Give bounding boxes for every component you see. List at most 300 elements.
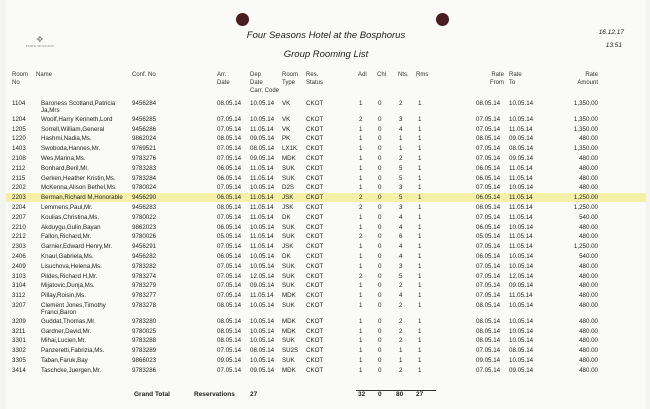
rate-amount: 1,350.00	[573, 115, 598, 123]
departure-date: 09.05.14	[250, 155, 275, 162]
child-count: 0	[378, 164, 382, 172]
rate-from: 07.05.14	[476, 115, 501, 123]
adult-count: 1	[359, 164, 363, 172]
rate-from: 07.05.14	[476, 184, 501, 192]
rooms-count: 1	[418, 253, 422, 260]
room-type: PK	[282, 135, 291, 143]
room-type: DK	[282, 253, 291, 260]
nights-count: 4	[399, 243, 403, 251]
room-type: SUK	[282, 337, 295, 345]
punch-hole-right	[436, 13, 449, 26]
adult-count: 1	[359, 155, 363, 162]
col-dep-header: Dep Date Carr. Code	[250, 72, 280, 94]
rate-amount: 540.00	[579, 253, 598, 260]
rooms-count: 1	[418, 233, 422, 241]
arrival-date: 06.05.14	[217, 253, 242, 260]
guest-name: Clement Jones,Timothy	[41, 302, 106, 309]
rate-to: 11.05.14	[509, 233, 533, 241]
rate-to: 11.05.14	[509, 243, 533, 251]
table-row	[6, 99, 646, 114]
nights-count: 3	[399, 184, 403, 192]
arrival-date: 08.05.14	[217, 327, 242, 335]
rooms-count: 1	[418, 125, 422, 133]
col-name-header: Name	[36, 72, 53, 78]
departure-date: 11.05.14	[250, 125, 274, 133]
rooms-count: 1	[418, 174, 422, 182]
rooms-count: 1	[418, 262, 422, 270]
table-row	[6, 242, 646, 251]
res-status: CKOT	[306, 174, 324, 182]
departure-date: 10.05.14	[250, 253, 275, 260]
conf-number: 9783284	[132, 174, 157, 182]
conf-number: 9783276	[132, 155, 157, 162]
hotel-logo: ✥ FOUR SEASONS	[20, 36, 60, 48]
guest-name: Mihai,Lucien,Mr.	[41, 337, 87, 345]
rate-amount: 480.00	[579, 337, 598, 345]
room-type: JSK	[282, 194, 294, 202]
rate-to: 11.05.14	[509, 292, 533, 300]
col-rate-from-header: Rate From	[490, 72, 504, 86]
departure-date: 10.05.14	[250, 357, 275, 364]
res-status: CKOT	[306, 302, 324, 309]
table-row	[6, 203, 646, 212]
nights-count: 2	[399, 155, 403, 162]
nights-count: 2	[399, 282, 403, 290]
arrival-date: 07.05.14	[217, 125, 242, 133]
child-count: 0	[378, 184, 382, 192]
room-number: 2115	[12, 174, 26, 182]
departure-date: 10.05.14	[250, 184, 275, 192]
rate-from: 07.05.14	[476, 366, 501, 374]
rooms-count: 1	[418, 347, 422, 355]
conf-number: 9769521	[132, 145, 157, 153]
res-status: CKOT	[306, 317, 324, 325]
rate-amount: 1,250.00	[573, 194, 598, 202]
nights-count: 2	[399, 317, 403, 325]
departure-date: 11.05.14	[250, 243, 274, 251]
conf-number: 9780025	[132, 327, 157, 335]
departure-date: 10.05.14	[250, 223, 275, 231]
conf-number: 9783288	[132, 337, 157, 345]
child-count: 0	[378, 155, 382, 162]
child-count: 0	[378, 302, 382, 309]
departure-date: 11.05.14	[250, 174, 274, 182]
adult-count: 1	[359, 327, 363, 335]
nights-count: 6	[399, 233, 403, 241]
departure-date: 10.05.14	[250, 262, 275, 270]
child-count: 0	[378, 282, 382, 290]
res-status: CKOT	[306, 135, 324, 143]
rooms-count: 1	[418, 155, 422, 162]
nights-count: 4	[399, 292, 403, 300]
col-chl-header: Chl	[377, 72, 387, 78]
res-status: CKOT	[306, 292, 324, 300]
res-status: CKOT	[306, 145, 324, 153]
child-count: 0	[378, 213, 382, 221]
adult-count: 1	[359, 243, 363, 251]
guest-name: Swoboda,Hannes,Mr.	[41, 145, 101, 153]
table-row	[6, 115, 646, 124]
room-type: MDK	[282, 327, 296, 335]
rooms-count: 1	[418, 164, 422, 172]
res-status: CKOT	[306, 347, 324, 355]
rate-amount: 1,250.00	[573, 204, 598, 211]
child-count: 0	[378, 243, 382, 251]
guest-name: Pildes,Richard H,Mr.	[41, 272, 98, 280]
res-status: CKOT	[306, 223, 324, 231]
adult-count: 1	[359, 184, 363, 192]
rate-amount: 480.00	[579, 262, 598, 270]
child-count: 0	[378, 115, 382, 123]
adult-count: 1	[359, 145, 363, 153]
adult-count: 1	[359, 100, 363, 107]
print-date: 16.12.17	[598, 29, 624, 36]
table-row	[6, 317, 646, 326]
res-status: CKOT	[306, 262, 324, 270]
nights-count: 5	[399, 194, 403, 202]
conf-number: 9780024	[132, 184, 157, 192]
res-status: CKOT	[306, 243, 324, 251]
rate-from: 06.05.14	[476, 174, 501, 182]
adult-count: 1	[359, 174, 363, 182]
rate-amount: 480.00	[579, 135, 598, 143]
col-adl-header: Adl	[358, 72, 367, 78]
total-nts: 80	[396, 391, 404, 398]
rate-to: 09.05.14	[509, 366, 534, 374]
arrival-date: 09.05.14	[217, 357, 242, 364]
arrival-date: 07.05.14	[217, 272, 242, 280]
adult-count: 1	[359, 253, 363, 260]
room-type: SUK	[282, 262, 295, 270]
table-row	[6, 223, 646, 232]
adult-count: 1	[359, 357, 363, 364]
rate-from: 07.05.14	[476, 292, 501, 300]
rate-from: 07.05.14	[476, 347, 501, 355]
rate-to: 10.05.14	[509, 253, 534, 260]
rate-to: 10.05.14	[509, 357, 534, 364]
rooms-count: 1	[418, 135, 422, 143]
col-nts-header: Nts.	[398, 72, 409, 78]
table-row	[6, 154, 646, 163]
room-type: D2S	[282, 184, 295, 192]
arrival-date: 06.05.14	[217, 223, 242, 231]
table-row	[6, 346, 646, 355]
rate-from: 07.05.14	[476, 213, 501, 221]
room-number: 3302	[12, 347, 26, 355]
guest-name: Gerken,Heather Kristin,Ms.	[41, 174, 116, 182]
adult-count: 1	[359, 135, 363, 143]
rate-to: 11.05.14	[509, 194, 533, 202]
nights-count: 4	[399, 223, 403, 231]
nights-count: 2	[399, 366, 403, 374]
adult-count: 2	[359, 204, 363, 211]
rate-to: 09.05.14	[509, 282, 534, 290]
room-type: VK	[282, 115, 291, 123]
room-number: 2409	[12, 262, 26, 270]
rooms-count: 1	[418, 317, 422, 325]
nights-count: 3	[399, 115, 403, 123]
conf-number: 9783280	[132, 317, 157, 325]
rate-amount: 480.00	[579, 272, 598, 280]
rate-to: 10.05.14	[509, 115, 534, 123]
guest-name: Hashmi,Nadia,Ms.	[41, 135, 92, 143]
guest-name: Guddat,Thomas,Mr.	[41, 317, 96, 325]
arrival-date: 07.05.14	[217, 282, 242, 290]
col-room-type-header: Room Type	[282, 72, 299, 86]
rooms-count: 1	[418, 243, 422, 251]
res-status: CKOT	[306, 272, 324, 280]
nights-count: 1	[399, 357, 403, 364]
nights-count: 1	[399, 145, 403, 153]
adult-count: 1	[359, 317, 363, 325]
res-status: CKOT	[306, 357, 324, 364]
guest-name: Akduygu,Gulin,Bayan	[41, 223, 101, 231]
rate-amount: 1,250.00	[573, 243, 598, 251]
res-status: CKOT	[306, 184, 324, 192]
room-type: MDK	[282, 155, 296, 162]
col-amount-header: Rate Amount	[577, 72, 598, 86]
guest-name: Fallon,Richard,Mr.	[41, 233, 92, 241]
arrival-date: 07.05.14	[217, 155, 242, 162]
table-row	[6, 134, 646, 143]
room-number: 3103	[12, 272, 26, 280]
room-type: SUK	[282, 164, 295, 172]
rate-to: 11.05.14	[509, 204, 533, 211]
departure-date: 11.05.14	[250, 233, 274, 241]
arrival-date: 07.05.14	[217, 292, 242, 300]
conf-number: 9783279	[132, 282, 157, 290]
child-count: 0	[378, 194, 382, 202]
rooms-count: 1	[418, 366, 422, 374]
rate-from: 07.05.14	[476, 282, 501, 290]
departure-date: 11.05.14	[250, 164, 274, 172]
guest-name: Bonhard,Beril,Mr.	[41, 164, 89, 172]
guest-name-continued: Franci,Baron	[41, 309, 77, 316]
conf-number: 9456286	[132, 125, 157, 133]
res-status: CKOT	[306, 337, 324, 345]
punch-hole-left	[236, 13, 249, 26]
rate-from: 07.05.14	[476, 145, 501, 153]
arrival-date: 07.05.14	[217, 213, 242, 221]
rate-amount: 480.00	[579, 223, 598, 231]
room-number: 1220	[12, 135, 26, 143]
rate-amount: 480.00	[579, 184, 598, 192]
col-status-header: Res. Status	[306, 72, 324, 86]
nights-count: 2	[399, 100, 403, 107]
room-number: 3104	[12, 282, 26, 290]
rooms-count: 1	[418, 292, 422, 300]
room-number: 3209	[12, 317, 26, 325]
guest-name: Panzeretti,Fabrizia,Ms.	[41, 347, 105, 355]
rate-from: 06.05.14	[476, 223, 501, 231]
departure-date: 10.05.14	[250, 337, 275, 345]
res-status: CKOT	[306, 155, 324, 162]
guest-name: Lemmens,Paul,Mr.	[41, 204, 93, 211]
arrival-date: 08.05.14	[217, 100, 242, 107]
guest-name: Pillay,Roisin,Ms.	[41, 292, 86, 300]
rate-amount: 540.00	[579, 213, 598, 221]
col-arr-header: Arr. Date	[217, 72, 230, 86]
guest-name: Taschcke,Juergen,Mr.	[41, 366, 102, 374]
room-number: 2303	[12, 243, 26, 251]
arrival-date: 07.05.14	[217, 145, 242, 153]
col-conf-header: Conf. No	[132, 72, 156, 78]
room-number: 2207	[12, 213, 26, 221]
rate-from: 06.05.14	[476, 164, 501, 172]
room-number: 1403	[12, 145, 26, 153]
adult-count: 1	[359, 366, 363, 374]
logo-tree-icon: ✥	[36, 35, 44, 44]
res-status: CKOT	[306, 115, 324, 123]
rate-amount: 480.00	[579, 282, 598, 290]
adult-count: 1	[359, 347, 363, 355]
rate-to: 11.05.14	[509, 213, 533, 221]
reservations-label: Reservations	[194, 391, 235, 398]
rate-amount: 480.00	[579, 155, 598, 162]
conf-number: 9862023	[132, 223, 157, 231]
adult-count: 1	[359, 337, 363, 345]
conf-number: 9456282	[132, 253, 157, 260]
adult-count: 2	[359, 115, 363, 123]
rate-from: 08.05.14	[476, 100, 501, 107]
rate-from: 07.05.14	[476, 243, 501, 251]
nights-count: 5	[399, 174, 403, 182]
rate-to: 10.05.14	[509, 184, 534, 192]
page-title: Group Rooming List	[283, 49, 369, 60]
res-status: CKOT	[306, 194, 324, 202]
conf-number: 9783274	[132, 272, 157, 280]
rate-amount: 480.00	[579, 302, 598, 309]
room-number: 2204	[12, 204, 26, 211]
grand-total-label: Grand Total	[134, 391, 170, 398]
arrival-date: 08.05.14	[217, 317, 242, 325]
conf-number: 9780022	[132, 213, 157, 221]
table-row	[6, 252, 646, 261]
rooms-count: 1	[418, 194, 422, 202]
room-number: 2108	[12, 155, 26, 162]
child-count: 0	[378, 292, 382, 300]
departure-date: 11.05.14	[250, 292, 274, 300]
conf-number: 9783283	[132, 164, 157, 172]
rooms-count: 1	[418, 204, 422, 211]
table-row	[6, 356, 646, 365]
guest-name: Koulias,Christina,Ms.	[41, 213, 100, 221]
res-status: CKOT	[306, 213, 324, 221]
rate-amount: 480.00	[579, 327, 598, 335]
rate-amount: 480.00	[579, 233, 598, 241]
rooms-count: 1	[418, 282, 422, 290]
rate-to: 11.05.14	[509, 164, 533, 172]
col-room-header: Room No	[12, 72, 29, 86]
guest-name: Mijatovic,Dunja,Ms.	[41, 282, 95, 290]
room-number: 1205	[12, 125, 26, 133]
arrival-date: 07.05.14	[217, 262, 242, 270]
guest-name: Berman,Richard M,Honorable	[41, 194, 123, 202]
table-row	[6, 232, 646, 241]
room-type: SUK	[282, 282, 295, 290]
departure-date: 11.05.14	[250, 213, 274, 221]
arrival-date: 07.05.14	[217, 243, 242, 251]
adult-count: 2	[359, 194, 363, 202]
departure-date: 09.05.14	[250, 135, 275, 143]
rate-to: 09.05.14	[509, 155, 534, 162]
child-count: 0	[378, 272, 382, 280]
rooms-count: 1	[418, 145, 422, 153]
rate-amount: 480.00	[579, 164, 598, 172]
conf-number: 9456285	[132, 115, 157, 123]
child-count: 0	[378, 174, 382, 182]
child-count: 0	[378, 253, 382, 260]
arrival-date: 08.05.14	[217, 204, 242, 211]
total-adl: 32	[358, 391, 366, 398]
res-status: CKOT	[306, 125, 324, 133]
conf-number: 9783282	[132, 262, 157, 270]
rate-to: 10.05.14	[509, 317, 534, 325]
nights-count: 2	[399, 302, 403, 309]
room-type: SUK	[282, 357, 295, 364]
room-number: 2112	[12, 164, 26, 172]
rate-from: 08.05.14	[476, 327, 501, 335]
room-type: SUK	[282, 233, 295, 241]
guest-name: Taban,Faruk,Bay	[41, 357, 88, 364]
rate-to: 10.05.14	[509, 302, 534, 309]
room-number: 2210	[12, 223, 26, 231]
departure-date: 09.05.14	[250, 366, 275, 374]
rate-to: 11.05.14	[509, 125, 533, 133]
rate-from: 06.05.14	[476, 253, 501, 260]
conf-number: 9456284	[132, 100, 157, 107]
conf-number: 9456283	[132, 204, 157, 211]
departure-date: 12.05.14	[250, 272, 275, 280]
child-count: 0	[378, 233, 382, 241]
room-number: 1104	[12, 100, 26, 107]
arrival-date: 07.05.14	[217, 115, 242, 123]
adult-count: 1	[359, 282, 363, 290]
room-type: SUK	[282, 174, 295, 182]
guest-name: Knaul,Gabriela,Ms.	[41, 253, 94, 260]
rate-from: 09.05.14	[476, 357, 501, 364]
reservations-count: 27	[250, 391, 258, 398]
rate-from: 06.05.14	[476, 194, 501, 202]
departure-date: 10.05.14	[250, 302, 275, 309]
table-row	[6, 164, 646, 173]
conf-number: 9866023	[132, 357, 157, 364]
guest-name: Wes,Marina,Ms.	[41, 155, 86, 162]
rate-from: 08.05.14	[476, 337, 501, 345]
room-type: MDK	[282, 366, 296, 374]
conf-number: 9783277	[132, 292, 157, 300]
rate-amount: 480.00	[579, 347, 598, 355]
table-row	[6, 183, 646, 192]
room-type: JSK	[282, 243, 294, 251]
rate-from: 07.05.14	[476, 125, 501, 133]
rooming-list-page	[6, 0, 646, 409]
adult-count: 1	[359, 302, 363, 309]
arrival-date: 08.05.14	[217, 135, 242, 143]
rate-amount: 1,350.00	[573, 125, 598, 133]
rooms-count: 1	[418, 357, 422, 364]
rate-to: 09.05.14	[509, 135, 534, 143]
departure-date: 08.05.14	[250, 145, 275, 153]
rate-to: 10.05.14	[509, 327, 534, 335]
rate-from: 07.05.14	[476, 262, 501, 270]
guest-name: McKenna,Alison Bethel,Ms.	[41, 184, 117, 192]
rate-from: 08.05.14	[476, 317, 501, 325]
total-chl: 0	[378, 391, 382, 398]
rate-amount: 480.00	[579, 292, 598, 300]
adult-count: 1	[359, 213, 363, 221]
guest-name: Gardner,David,Mr.	[41, 327, 92, 335]
